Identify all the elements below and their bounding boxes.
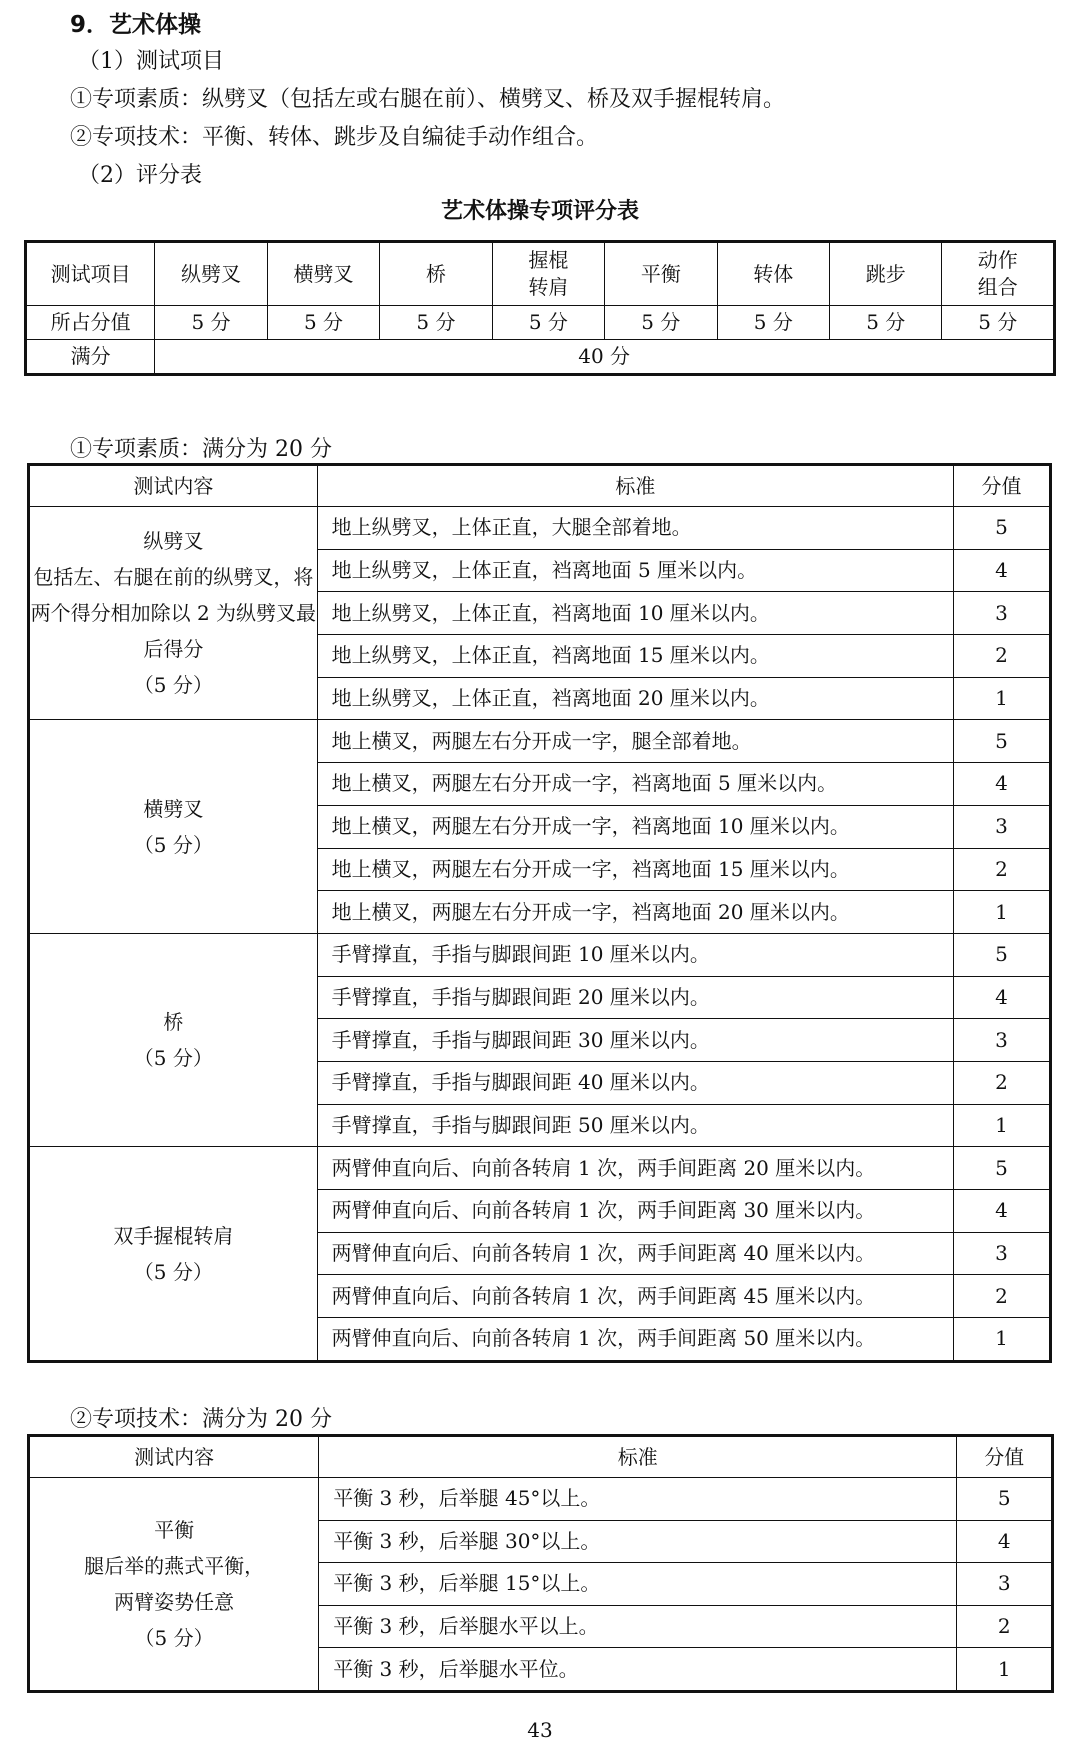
score-value-cell: 2: [957, 1605, 1053, 1648]
score-cell: 5 分: [830, 306, 942, 340]
standard-cell: 平衡 3 秒，后举腿 15°以上。: [319, 1563, 957, 1606]
test-content-cell: 纵劈叉 包括左、右腿在前的纵劈叉，将两个得分相加除以 2 为纵劈叉最后得分 （5 分）: [29, 507, 318, 720]
score-value-cell: 1: [954, 891, 1051, 934]
score-cell: 5 分: [155, 306, 267, 340]
technique-table: [27, 1434, 1054, 1693]
col-header-content: 测试内容: [29, 465, 318, 507]
score-cell: 5 分: [267, 306, 379, 340]
quality-section-title: ①专项素质：满分为 20 分: [70, 437, 332, 462]
subheading-test-items: （1）测试项目: [78, 49, 224, 74]
score-value-cell: 5: [954, 720, 1051, 763]
standard-cell: 地上横叉，两腿左右分开成一字，裆离地面 15 厘米以内。: [317, 848, 953, 891]
score-value-cell: 1: [957, 1648, 1053, 1692]
overview-header-cell: 握棍 转肩: [492, 242, 604, 306]
overview-score-row: [26, 306, 1055, 340]
standard-cell: 两臂伸直向后、向前各转肩 1 次，两手间距离 30 厘米以内。: [317, 1190, 953, 1233]
standard-cell: 手臂撑直，手指与脚跟间距 30 厘米以内。: [317, 1019, 953, 1062]
score-cell: 5 分: [605, 306, 717, 340]
quality-table: [27, 463, 1052, 1363]
col-header-standard: 标准: [317, 465, 953, 507]
standard-cell: 平衡 3 秒，后举腿 30°以上。: [319, 1520, 957, 1563]
full-score-label: 满分: [26, 340, 155, 375]
score-value-cell: 5: [954, 1147, 1051, 1190]
score-label: 所占分值: [26, 306, 155, 340]
standard-cell: 两臂伸直向后、向前各转肩 1 次，两手间距离 40 厘米以内。: [317, 1232, 953, 1275]
score-value-cell: 5: [957, 1478, 1053, 1521]
col-header-score: 分值: [957, 1436, 1053, 1478]
table-row: [29, 1147, 1051, 1190]
score-value-cell: 3: [954, 1232, 1051, 1275]
score-value-cell: 4: [954, 976, 1051, 1019]
overview-header-cell: 纵劈叉: [155, 242, 267, 306]
overview-header-cell: 转体: [717, 242, 829, 306]
overview-header-cell: 测试项目: [26, 242, 155, 306]
full-score-value: 40 分: [155, 340, 1055, 375]
standard-cell: 地上纵劈叉，上体正直，裆离地面 15 厘米以内。: [317, 635, 953, 678]
col-header-standard: 标准: [319, 1436, 957, 1478]
col-header-content: 测试内容: [29, 1436, 319, 1478]
overview-full-row: [26, 340, 1055, 375]
score-cell: 5 分: [717, 306, 829, 340]
col-header-score: 分值: [954, 465, 1051, 507]
standard-cell: 手臂撑直，手指与脚跟间距 20 厘米以内。: [317, 976, 953, 1019]
test-content-cell: 桥 （5 分）: [29, 933, 318, 1146]
overview-table: [24, 240, 1056, 376]
technique-header-row: [29, 1436, 1053, 1478]
item-special-technique: ②专项技术：平衡、转体、跳步及自编徒手动作组合。: [70, 125, 599, 150]
table-row: [29, 507, 1051, 550]
overview-header-cell: 动作 组合: [942, 242, 1055, 306]
score-value-cell: 5: [954, 933, 1051, 976]
score-value-cell: 2: [954, 1061, 1051, 1104]
score-value-cell: 3: [954, 1019, 1051, 1062]
standard-cell: 平衡 3 秒，后举腿水平以上。: [319, 1605, 957, 1648]
standard-cell: 地上横叉，两腿左右分开成一字，裆离地面 5 厘米以内。: [317, 763, 953, 806]
item-special-quality: ①专项素质：纵劈叉（包括左或右腿在前）、横劈叉、桥及双手握棍转肩。: [70, 87, 786, 112]
score-value-cell: 1: [954, 1104, 1051, 1147]
standard-cell: 地上纵劈叉，上体正直，裆离地面 20 厘米以内。: [317, 677, 953, 720]
overview-header-row: [26, 242, 1055, 306]
technique-section-title: ②专项技术：满分为 20 分: [70, 1407, 332, 1432]
section-heading: 9．艺术体操: [70, 12, 202, 38]
score-value-cell: 4: [954, 763, 1051, 806]
score-value-cell: 4: [954, 1190, 1051, 1233]
score-value-cell: 3: [954, 805, 1051, 848]
standard-cell: 两臂伸直向后、向前各转肩 1 次，两手间距离 45 厘米以内。: [317, 1275, 953, 1318]
page-number: 43: [527, 1718, 553, 1742]
score-value-cell: 2: [954, 1275, 1051, 1318]
table-title: 艺术体操专项评分表: [440, 199, 639, 224]
score-value-cell: 2: [954, 848, 1051, 891]
standard-cell: 地上纵劈叉，上体正直，裆离地面 10 厘米以内。: [317, 592, 953, 635]
score-value-cell: 3: [957, 1563, 1053, 1606]
standard-cell: 平衡 3 秒，后举腿 45°以上。: [319, 1478, 957, 1521]
standard-cell: 地上纵劈叉，上体正直，裆离地面 5 厘米以内。: [317, 549, 953, 592]
test-content-cell: 横劈叉 （5 分）: [29, 720, 318, 933]
standard-cell: 地上横叉，两腿左右分开成一字，裆离地面 20 厘米以内。: [317, 891, 953, 934]
test-content-cell: 平衡 腿后举的燕式平衡， 两臂姿势任意 （5 分）: [29, 1478, 319, 1692]
overview-header-cell: 桥: [380, 242, 492, 306]
test-content-cell: 双手握棍转肩 （5 分）: [29, 1147, 318, 1361]
table-row: [29, 720, 1051, 763]
score-cell: 5 分: [942, 306, 1055, 340]
score-value-cell: 4: [954, 549, 1051, 592]
standard-cell: 两臂伸直向后、向前各转肩 1 次，两手间距离 50 厘米以内。: [317, 1318, 953, 1362]
standard-cell: 手臂撑直，手指与脚跟间距 40 厘米以内。: [317, 1061, 953, 1104]
standard-cell: 手臂撑直，手指与脚跟间距 50 厘米以内。: [317, 1104, 953, 1147]
standard-cell: 地上横叉，两腿左右分开成一字，裆离地面 10 厘米以内。: [317, 805, 953, 848]
table-row: [29, 1478, 1053, 1521]
score-value-cell: 3: [954, 592, 1051, 635]
standard-cell: 手臂撑直，手指与脚跟间距 10 厘米以内。: [317, 933, 953, 976]
score-cell: 5 分: [380, 306, 492, 340]
overview-header-cell: 跳步: [830, 242, 942, 306]
subheading-score-table: （2）评分表: [78, 163, 202, 188]
table-row: [29, 933, 1051, 976]
overview-header-cell: 横劈叉: [267, 242, 379, 306]
standard-cell: 两臂伸直向后、向前各转肩 1 次，两手间距离 20 厘米以内。: [317, 1147, 953, 1190]
overview-header-cell: 平衡: [605, 242, 717, 306]
standard-cell: 平衡 3 秒，后举腿水平位。: [319, 1648, 957, 1692]
score-value-cell: 5: [954, 507, 1051, 550]
score-cell: 5 分: [492, 306, 604, 340]
score-value-cell: 1: [954, 677, 1051, 720]
score-value-cell: 4: [957, 1520, 1053, 1563]
standard-cell: 地上横叉，两腿左右分开成一字，腿全部着地。: [317, 720, 953, 763]
quality-header-row: [29, 465, 1051, 507]
score-value-cell: 1: [954, 1318, 1051, 1362]
standard-cell: 地上纵劈叉，上体正直，大腿全部着地。: [317, 507, 953, 550]
score-value-cell: 2: [954, 635, 1051, 678]
